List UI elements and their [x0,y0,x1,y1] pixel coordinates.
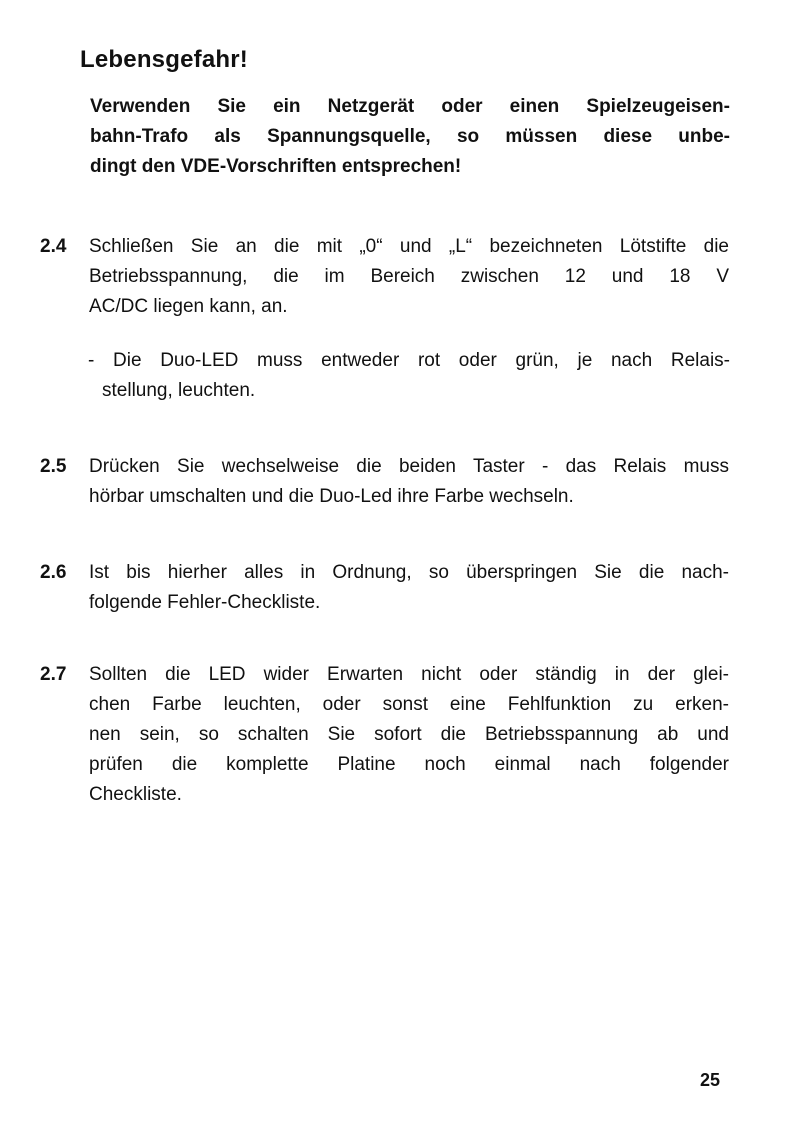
text-line: hörbar umschalten und die Duo-Led ihre Farbe wechseln. [89,486,574,507]
section-number: 2.4 [40,236,67,257]
warning-paragraph [90,92,730,182]
warning-line: bahn-Trafo als Spannungsquelle, so müssen diese unbe- [90,126,730,147]
warning-line: Verwenden Sie ein Netzgerät oder einen Spielzeugeisen- [90,96,730,117]
text-line: Ist bis hierher alles in Ordnung, so überspringen Sie die nach- [89,562,729,583]
text-line: Betriebsspannung, die im Bereich zwischen 12 und 18 V [89,266,729,287]
text-line: Checkliste. [89,784,182,805]
text-line: chen Farbe leuchten, oder sonst eine Fehlfunktion zu erken- [89,694,729,715]
text-line: prüfen die komplette Platine noch einmal nach folgender [89,754,729,775]
section-text [89,660,729,810]
text-line: AC/DC liegen kann, an. [89,296,288,317]
text-line: nen sein, so schalten Sie sofort die Betriebsspannung ab und [89,724,729,745]
page-number: 25 [700,1070,721,1090]
warning-line: dingt den VDE-Vorschriften entsprechen! [90,156,462,177]
section-number: 2.6 [40,562,67,583]
text-line: Schließen Sie an die mit „0“ und „L“ bezeichneten Lötstifte die [89,236,729,257]
bullet-line: stellung, leuchten. [102,380,256,401]
section-text [89,232,729,322]
text-line: Sollten die LED wider Erwarten nicht oder ständig in der glei- [89,664,729,685]
text-line: Drücken Sie wechselweise die beiden Taster - das Relais muss [89,456,729,477]
bullet-led-status [88,346,730,406]
bullet-line: - Die Duo-LED muss entweder rot oder grün, je nach Relais- [88,350,730,371]
section-text [89,452,729,512]
section-number: 2.7 [40,664,67,685]
section-text [89,558,729,618]
warning-heading: Lebensgefahr! [80,46,248,73]
section-number: 2.5 [40,456,67,477]
text-line: folgende Fehler-Checkliste. [89,592,321,613]
